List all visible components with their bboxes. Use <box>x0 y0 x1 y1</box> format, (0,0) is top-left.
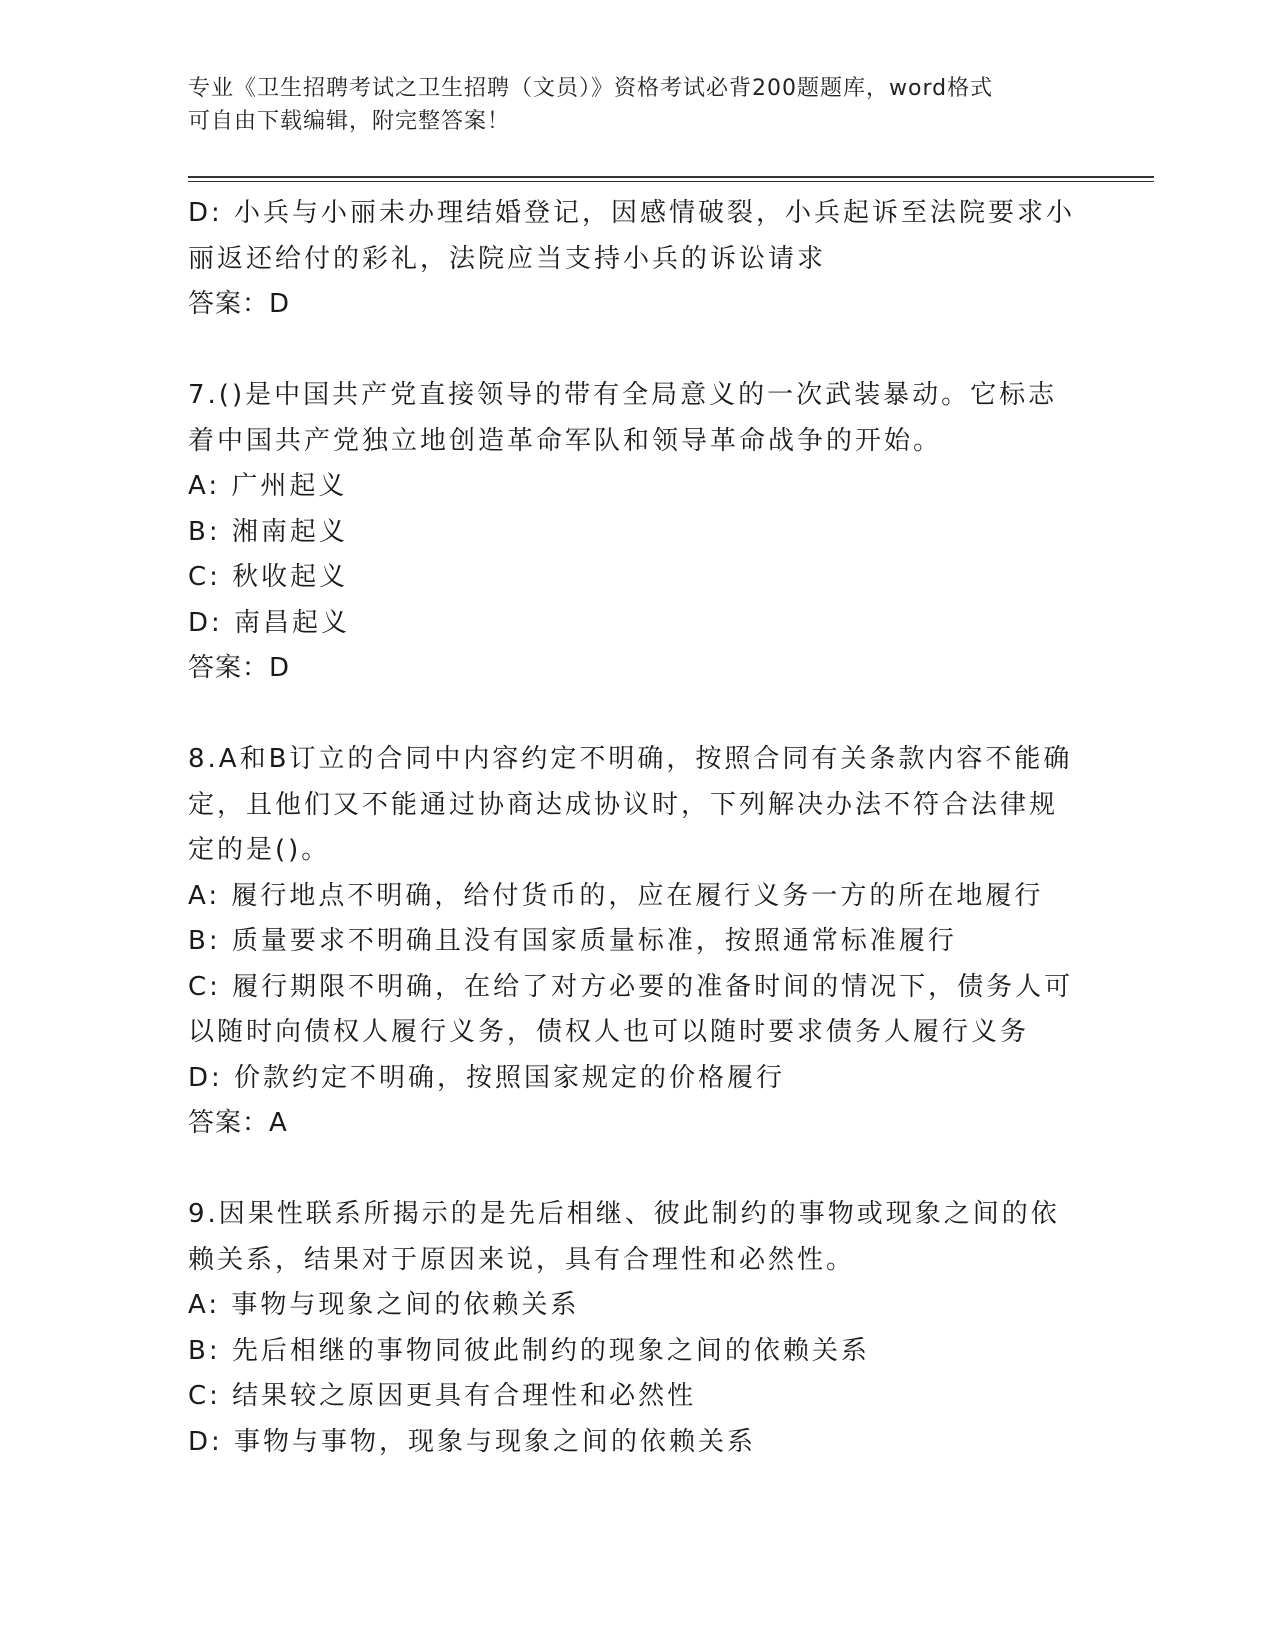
header-title-line-2: 可自由下载编辑，附完整答案！ <box>188 109 511 134</box>
q7-option-c: C: 秋收起义 <box>188 562 349 592</box>
spacer <box>188 692 1088 738</box>
question-list <box>188 191 1088 1465</box>
q8-option-d: D: 价款约定不明确，按照国家规定的价格履行 <box>188 1062 786 1093</box>
q9-option-d: D: 事物与事物，现象与现象之间的依赖关系 <box>188 1426 757 1457</box>
q7-stem-line-1: 7.()是中国共产党直接领导的带有全局意义的一次武装暴动。它标志 <box>188 380 1058 410</box>
header-rule-thin <box>188 181 1154 182</box>
q8-answer: 答案：A <box>188 1108 288 1138</box>
page-header <box>188 72 1068 138</box>
q8-option-b: B: 质量要求不明确且没有国家质量标准，按照通常标准履行 <box>188 926 957 956</box>
header-title-line-1: 专业《卫生招聘考试之卫生招聘（文员）》资格考试必背200题题库，word格式 <box>188 76 994 101</box>
spacer <box>188 328 1088 374</box>
q6-option-d-line-1: D: 小兵与小丽未办理结婚登记，因感情破裂，小兵起诉至法院要求小 <box>188 198 1076 228</box>
q9-stem-line-1: 9.因果性联系所揭示的是先后相继、彼此制约的事物或现象之间的依 <box>188 1199 1060 1229</box>
q7-option-b: B: 湘南起义 <box>188 516 348 547</box>
q7-stem-line-2: 着中国共产党独立地创造革命军队和领导革命战争的开始。 <box>188 425 943 456</box>
q8-option-c-line-1: C: 履行期限不明确，在给了对方必要的准备时间的情况下，债务人可 <box>188 971 1074 1002</box>
question-7 <box>188 373 1088 692</box>
q8-option-a: A: 履行地点不明确，给付货币的，应在履行义务一方的所在地履行 <box>188 880 1044 911</box>
q8-stem-line-1: 8.A和B订立的合同中内容约定不明确，按照合同有关条款内容不能确 <box>188 744 1073 774</box>
q8-option-c-line-2: 以随时向债权人履行义务，债权人也可以随时要求债务人履行义务 <box>188 1017 1030 1047</box>
q9-option-c: C: 结果较之原因更具有合理性和必然性 <box>188 1381 697 1411</box>
q7-option-d: D: 南昌起义 <box>188 607 351 638</box>
q8-stem-line-2: 定，且他们又不能通过协商达成协议时，下列解决办法不符合法律规 <box>188 789 1059 820</box>
q7-option-a: A: 广州起义 <box>188 471 348 501</box>
question-6 <box>188 191 1088 328</box>
question-9 <box>188 1192 1088 1465</box>
q9-option-b: B: 先后相继的事物同彼此制约的现象之间的依赖关系 <box>188 1335 870 1366</box>
q6-answer: 答案：D <box>188 289 291 319</box>
question-8 <box>188 737 1088 1147</box>
q9-option-a: A: 事物与现象之间的依赖关系 <box>188 1290 580 1320</box>
q7-answer: 答案：D <box>188 653 291 683</box>
q9-stem-line-2: 赖关系，结果对于原因来说，具有合理性和必然性。 <box>188 1244 856 1275</box>
header-rule-thick <box>188 176 1154 178</box>
q8-stem-line-3: 定的是()。 <box>188 835 331 865</box>
q6-option-d-line-2: 丽返还给付的彩礼，法院应当支持小兵的诉讼请求 <box>188 243 827 274</box>
spacer <box>188 1147 1088 1193</box>
